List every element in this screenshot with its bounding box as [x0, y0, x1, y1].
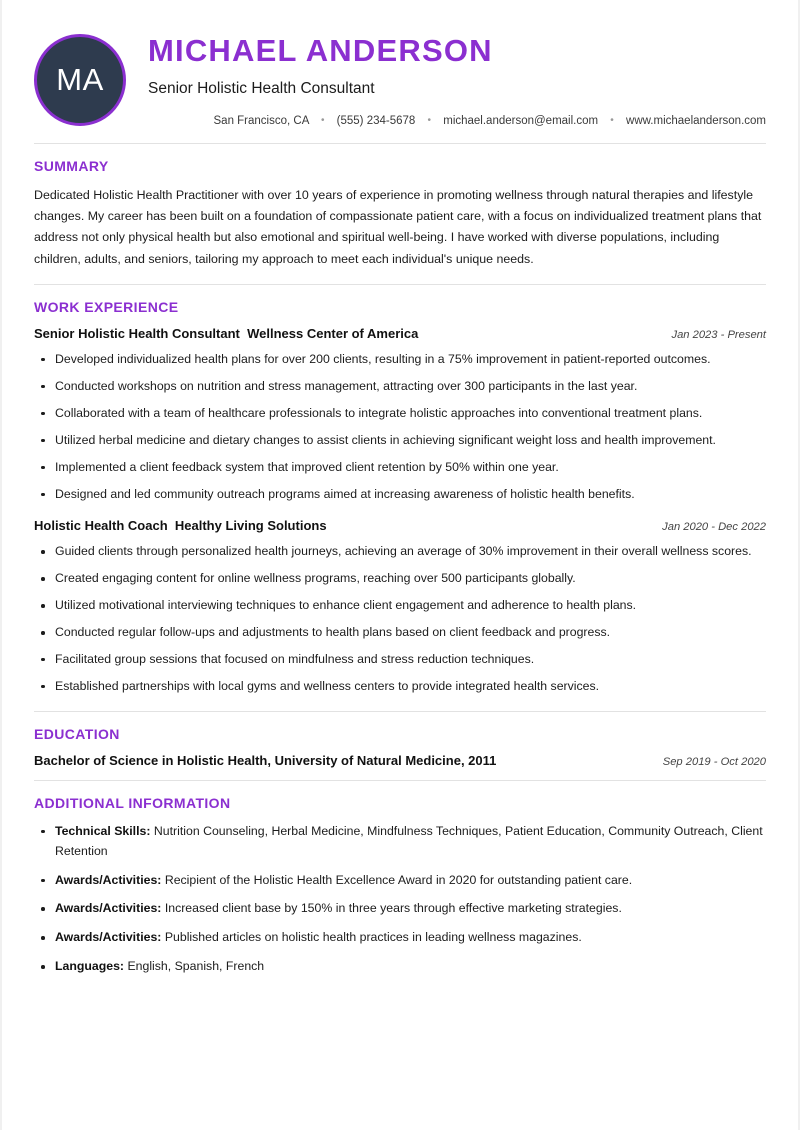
work-entry — [34, 518, 766, 696]
summary-text: Dedicated Holistic Health Practitioner with over 10 years of experience in promoting wellness through natural therapies and lifestyle changes. My career has been built on a foundation of compassionate patient care, with a focus on individualized treatment plans that address not only physical health but also emotional and spiritual well-being. I have worked with diverse populations, including children, adults, and seniors, tailoring my approach to meet each individual's unique needs. — [34, 187, 762, 266]
additional-information-value: Published articles on holistic health practices in leading wellness magazines. — [164, 930, 582, 945]
additional-information-value: English, Spanish, French — [127, 959, 265, 974]
avatar — [34, 34, 126, 126]
section-title-additional-information: ADDITIONAL INFORMATION — [34, 794, 231, 811]
additional-information-item — [34, 822, 766, 862]
section-title-education: EDUCATION — [34, 725, 120, 742]
additional-information-label: Awards/Activities: — [55, 901, 162, 916]
work-entry-bullet: Utilized motivational interviewing techniques to enhance client engagement and adherence to health plans. — [34, 596, 766, 616]
work-entry-date: Jan 2023 - Present — [671, 329, 766, 342]
work-entry-bullet: Facilitated group sessions that focused on mindfulness and stress reduction techniques. — [34, 650, 766, 670]
work-entry-header — [34, 518, 766, 535]
additional-information-item — [34, 871, 766, 891]
education-degree: Bachelor of Science in Holistic Health, University of Natural Medicine, 2011 — [34, 752, 497, 768]
contact-phone[interactable]: (555) 234-5678 — [336, 114, 416, 127]
contact-line — [148, 113, 766, 129]
candidate-name: MICHAEL ANDERSON — [148, 33, 493, 68]
work-entry-bullet: Conducted workshops on nutrition and stress management, attracting over 300 participants in the last year. — [34, 377, 766, 397]
additional-information-value: Recipient of the Holistic Health Excellence Award in 2020 for outstanding patient care. — [164, 872, 633, 887]
avatar-initials: MA — [56, 62, 104, 97]
contact-website[interactable]: www.michaelanderson.com — [626, 114, 766, 127]
work-entry-bullet-list — [34, 350, 766, 504]
additional-information-item — [34, 928, 766, 948]
section-education — [34, 711, 766, 768]
contact-separator-icon: • — [427, 114, 432, 126]
work-entry-bullet: Established partnerships with local gyms and wellness centers to provide integrated health services. — [34, 677, 766, 697]
work-entry-bullet: Created engaging content for online wellness programs, reaching over 500 participants globally. — [34, 569, 766, 589]
work-entry-company: Wellness Center of America — [247, 326, 419, 342]
education-entry — [34, 753, 766, 768]
work-entry-list — [34, 326, 766, 697]
header-text-block — [126, 30, 766, 129]
work-entry-header — [34, 326, 766, 343]
section-summary — [34, 143, 766, 270]
work-entry-date: Jan 2020 - Dec 2022 — [662, 521, 766, 534]
work-entry-bullet: Developed individualized health plans for over 200 clients, resulting in a 75% improvement in patient-reported outcomes. — [34, 350, 766, 370]
contact-location: San Francisco, CA — [213, 114, 309, 127]
resume-header — [34, 30, 766, 135]
work-entry-bullet: Collaborated with a team of healthcare professionals to integrate holistic approaches into conventional treatment plans. — [34, 404, 766, 424]
work-entry-bullet: Implemented a client feedback system that improved client retention by 50% within one year. — [34, 458, 766, 478]
section-title-work-experience: WORK EXPERIENCE — [34, 299, 179, 316]
work-entry-title-company — [34, 326, 418, 343]
additional-information-label: Technical Skills: — [55, 823, 151, 838]
section-title-summary: SUMMARY — [34, 157, 109, 174]
additional-information-item — [34, 957, 766, 977]
education-date: Sep 2019 - Oct 2020 — [662, 755, 766, 768]
additional-information-label: Awards/Activities: — [55, 930, 162, 945]
additional-information-value: Nutrition Counseling, Herbal Medicine, Mindfulness Techniques, Patient Education, Community Outreach, Client Retention — [55, 823, 763, 858]
work-entry-title-company — [34, 518, 327, 535]
additional-information-item — [34, 899, 766, 919]
education-entry-list — [34, 753, 766, 768]
contact-separator-icon: • — [320, 114, 325, 126]
candidate-job-title: Senior Holistic Health Consultant — [148, 80, 375, 98]
work-entry-company: Healthy Living Solutions — [174, 518, 327, 534]
work-entry-bullet: Conducted regular follow-ups and adjustments to health plans based on client feedback and progress. — [34, 623, 766, 643]
work-entry-bullet: Guided clients through personalized health journeys, achieving an average of 30% improvement in their overall wellness scores. — [34, 542, 766, 562]
work-entry-bullet: Utilized herbal medicine and dietary changes to assist clients in achieving significant weight loss and health improvement. — [34, 431, 766, 451]
work-entry-job-title: Holistic Health Coach — [34, 518, 168, 534]
work-entry-bullet: Designed and led community outreach programs aimed at increasing awareness of holistic health benefits. — [34, 485, 766, 505]
contact-separator-icon: • — [610, 114, 614, 126]
additional-information-label: Awards/Activities: — [55, 872, 162, 887]
section-work-experience — [34, 284, 766, 697]
additional-information-label: Languages: — [55, 959, 125, 974]
work-entry — [34, 326, 766, 504]
additional-information-value: Increased client base by 150% in three years through effective marketing strategies. — [164, 901, 622, 916]
section-additional-information — [34, 780, 766, 977]
work-entry-job-title: Senior Holistic Health Consultant — [34, 326, 240, 342]
additional-information-list — [34, 822, 766, 977]
work-entry-bullet-list — [34, 542, 766, 696]
contact-email[interactable]: michael.anderson@email.com — [443, 114, 599, 127]
